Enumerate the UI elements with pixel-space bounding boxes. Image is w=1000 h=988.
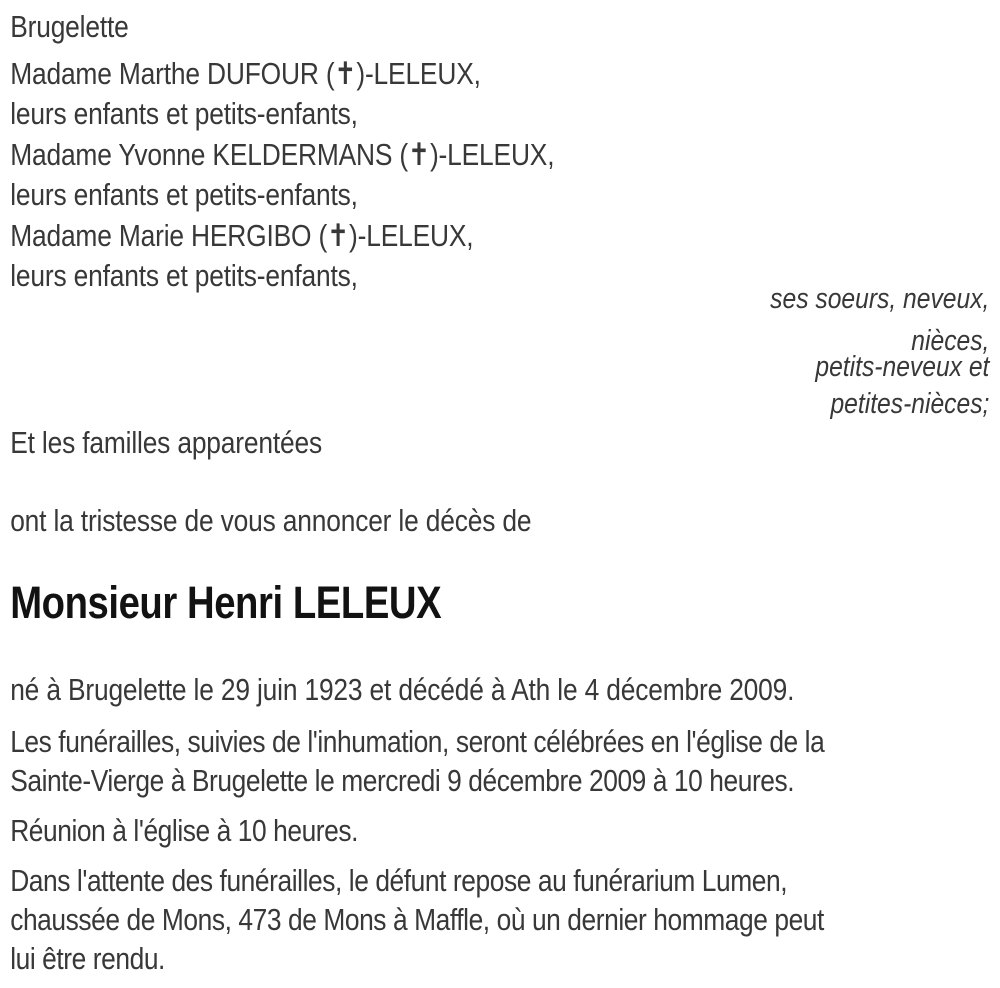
repose-line-2: chaussée de Mons, 473 de Mons à Maffle, où un dernier hommage peut — [10, 902, 824, 937]
related-families-line: Et les familles apparentées — [10, 424, 322, 460]
family-line-6: leurs enfants et petits-enfants, — [10, 258, 358, 293]
family-line-4: leurs enfants et petits-enfants, — [10, 177, 358, 212]
funeral-line-2: Sainte-Vierge à Brugelette le mercredi 9 décembre 2009 à 10 heures. — [10, 763, 795, 798]
family-line-1: Madame Marthe DUFOUR (✝)-LELEUX, — [10, 55, 481, 91]
repose-line-3: lui être rendu. — [10, 941, 165, 976]
family-line-5: Madame Marie HERGIBO (✝)-LELEUX, — [10, 217, 474, 253]
family-line-2: leurs enfants et petits-enfants, — [10, 96, 358, 131]
relations-block — [10, 279, 989, 425]
meeting-line: Réunion à l'église à 10 heures. — [10, 813, 359, 848]
repose-paragraph — [10, 861, 989, 978]
funeral-paragraph — [10, 722, 989, 800]
relations-line-4: petites-nièces; — [830, 388, 990, 420]
funeral-line-1: Les funérailles, suivies de l'inhumation, seront célébrées en l'église de la — [10, 724, 825, 759]
announcement-line: ont la tristesse de vous annoncer le décès de — [10, 503, 532, 538]
family-line-3: Madame Yvonne KELDERMANS (✝)-LELEUX, — [10, 136, 555, 172]
relations-line-1: ses soeurs, neveux, — [770, 282, 990, 315]
location-line: Brugelette — [10, 9, 129, 44]
family-block — [10, 54, 989, 297]
relations-line-3: petits-neveux et — [815, 350, 990, 383]
relations-line-2: nièces, — [911, 325, 990, 357]
repose-line-1: Dans l'attente des funérailles, le défunt repose au funérarium Lumen, — [10, 863, 788, 898]
deceased-name-title: Monsieur Henri LELEUX — [10, 576, 442, 628]
birth-death-line: né à Brugelette le 29 juin 1923 et décédé à Ath le 4 décembre 2009. — [10, 671, 795, 707]
